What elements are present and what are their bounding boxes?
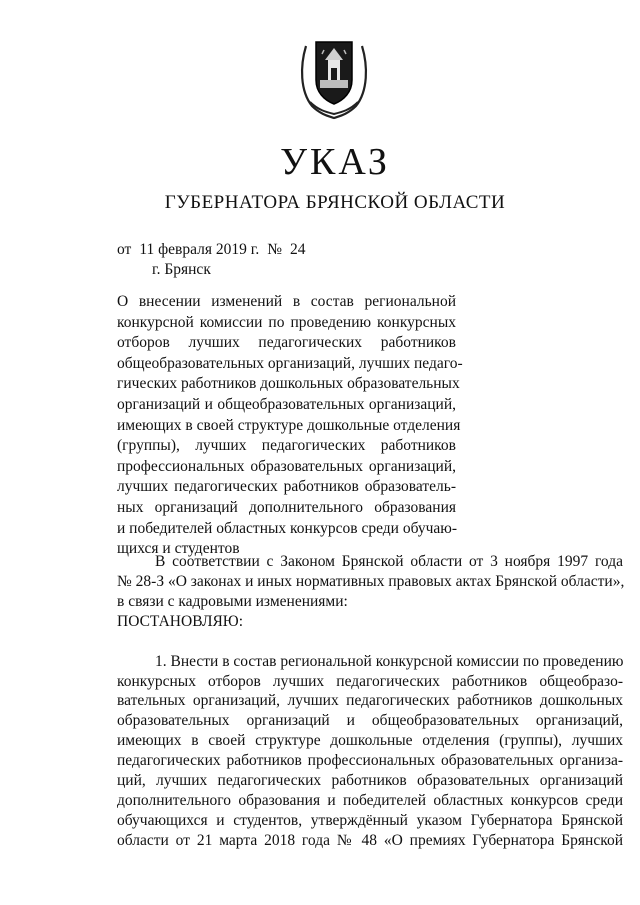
number-sign: № — [267, 241, 283, 258]
subject-line: отборов лучших педагогических работников — [117, 334, 456, 352]
subject-line: имеющих в своей структуре дошкольные отделения — [117, 416, 461, 434]
document-date: 11 февраля 2019 г. — [139, 241, 260, 258]
item-line: ций, лучших педагогических работников образовательных организаций — [117, 772, 623, 790]
subject-line: ных организаций дополнительного образования — [117, 498, 456, 516]
item-line: имеющих в своей структуре дошкольные отделения (группы), лучших — [117, 732, 623, 750]
document-subject — [117, 292, 463, 560]
item-line: вательных организаций, лучших педагогических работников дошкольных — [117, 692, 623, 710]
decree-word: ПОСТАНОВЛЯЮ: — [117, 612, 244, 630]
subject-line: общеобразовательных организаций, лучших педаго- — [117, 354, 463, 372]
document-title: УКАЗ — [280, 141, 390, 183]
item-line: образовательных организаций и общеобразовательных организаций, — [117, 712, 623, 730]
coat-of-arms-icon — [298, 36, 370, 120]
date-prefix: от — [117, 241, 132, 258]
document-body — [117, 552, 623, 851]
subject-line: лучших педагогических работников образователь- — [117, 478, 456, 496]
item-line: педагогических работников профессиональных образовательных организа- — [117, 752, 623, 770]
subject-line: конкурсной комиссии по проведению конкурсных — [117, 313, 456, 331]
subject-line: и победителей областных конкурсов среди обучаю- — [117, 519, 458, 537]
preamble-line: В соответствии с Законом Брянской области от 3 ноября 1997 года — [155, 553, 623, 570]
subject-line: (группы), лучших педагогических работников — [117, 437, 456, 455]
item-line: конкурсных отборов лучших педагогических работников общеобразо- — [117, 672, 623, 690]
subject-line: О внесении изменений в состав региональной — [117, 293, 456, 310]
document-number: 24 — [290, 241, 306, 258]
date-line — [117, 240, 306, 260]
document-subtitle: ГУБЕРНАТОРА БРЯНСКОЙ ОБЛАСТИ — [164, 192, 506, 213]
item-line: обучающихся и студентов, утверждённый указом Губернатора Брянской — [117, 811, 623, 829]
preamble-line: в связи с кадровыми изменениями: — [117, 592, 348, 610]
item-line: дополнительного образования и победителей областных конкурсов среди — [117, 791, 623, 809]
item-line: 1. Внести в состав региональной конкурсной комиссии по проведению — [155, 652, 624, 670]
document-city: г. Брянск — [152, 261, 211, 278]
subject-line: организаций и общеобразовательных организаций, — [117, 395, 456, 413]
subject-line: гических работников дошкольных образовательных — [117, 375, 460, 393]
subject-line: профессиональных образовательных организаций, — [117, 457, 456, 475]
item-line: области от 21 марта 2018 года № 48 «О премиях Губернатора Брянской — [117, 831, 623, 849]
subject-line: щихся и студентов — [117, 540, 240, 558]
preamble-line: № 28-З «О законах и иных нормативных правовых актах Брянской области», — [117, 572, 625, 590]
